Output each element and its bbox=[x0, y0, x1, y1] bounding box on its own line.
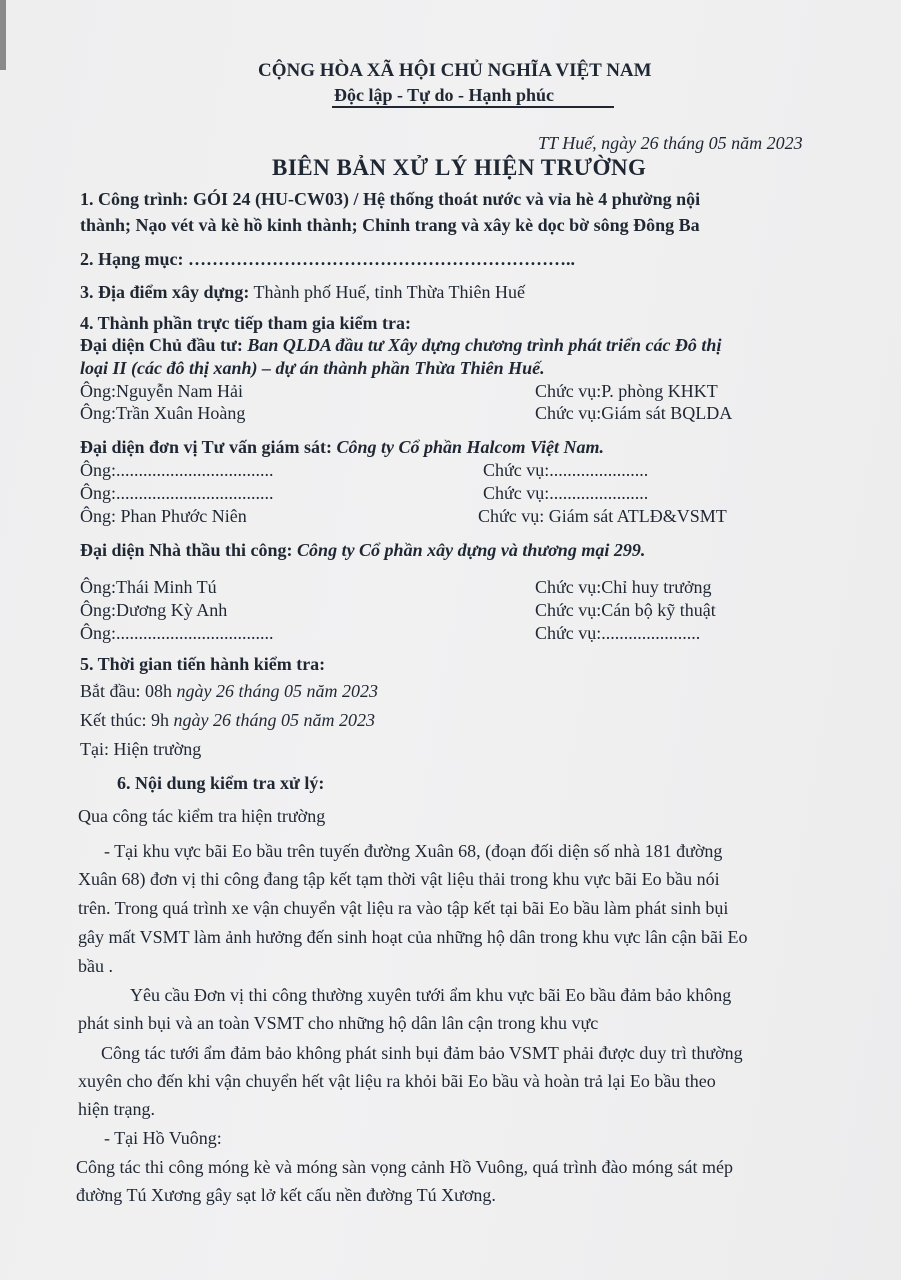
section-6-heading: 6. Nội dung kiểm tra xử lý: bbox=[117, 773, 325, 793]
section-4-heading: 4. Thành phần trực tiếp tham gia kiểm tra: bbox=[80, 313, 411, 333]
country-name: CỘNG HÒA XÃ HỘI CHỦ NGHĨA VIỆT NAM bbox=[258, 60, 652, 81]
contractor-person-3-name: Ông:................................... bbox=[80, 623, 274, 643]
place-date: TT Huế, ngày 26 tháng 05 năm 2023 bbox=[538, 133, 803, 153]
body-para-1-line-5: bầu . bbox=[78, 956, 113, 976]
body-para-3-line-1: Công tác tưới ẩm đảm bảo không phát sinh bụi đảm bảo VSMT phải được duy trì thường bbox=[101, 1043, 743, 1063]
body-para-1-line-3: trên. Trong quá trình xe vận chuyển vật liệu ra vào tập kết tại bãi Eo bầu làm phát sinh bụi bbox=[78, 898, 729, 918]
owner-person-2-role: Chức vụ:Giám sát BQLDA bbox=[535, 403, 733, 423]
body-para-5-line-2: đường Tú Xương gây sạt lở kết cấu nền đường Tú Xương. bbox=[76, 1185, 496, 1205]
consultant-rep-value: Công ty Cổ phần Halcom Việt Nam. bbox=[331, 437, 605, 457]
consultant-rep bbox=[80, 436, 604, 458]
contractor-person-2-name: Ông:Dương Kỳ Anh bbox=[80, 600, 228, 620]
contractor-rep bbox=[80, 539, 645, 561]
contractor-rep-label: Đại diện Nhà thầu thi công: bbox=[80, 540, 293, 560]
motto-underline bbox=[332, 106, 614, 108]
start-time-date: ngày 26 tháng 05 năm 2023 bbox=[176, 681, 378, 701]
owner-rep-line-1 bbox=[80, 334, 721, 356]
body-para-2-line-2: phát sinh bụi và an toàn VSMT cho những hộ dân lân cận trong khu vực bbox=[78, 1013, 599, 1033]
owner-rep-line-2: loại II (các đô thị xanh) – dự án thành phần Thừa Thiên Huế. bbox=[80, 358, 545, 378]
consultant-person-2-role: Chức vụ:...................... bbox=[483, 483, 649, 503]
consultant-person-3-name: Ông: Phan Phước Niên bbox=[80, 506, 247, 526]
owner-person-1-name: Ông:Nguyễn Nam Hải bbox=[80, 381, 243, 401]
consultant-person-1-role: Chức vụ:...................... bbox=[483, 460, 649, 480]
owner-person-1-role: Chức vụ:P. phòng KHKT bbox=[535, 381, 718, 401]
contractor-person-1-role: Chức vụ:Chỉ huy trưởng bbox=[535, 577, 712, 597]
inspection-location: Tại: Hiện trường bbox=[80, 739, 202, 759]
body-para-1-line-1: - Tại khu vực bãi Eo bầu trên tuyến đường Xuân 68, (đoạn đối diện số nhà 181 đường bbox=[104, 841, 723, 861]
section-2-category: 2. Hạng mục: ……………………………………………………….. bbox=[80, 249, 575, 269]
motto: Độc lập - Tự do - Hạnh phúc bbox=[334, 85, 555, 105]
end-time-label: Kết thúc: 9h bbox=[80, 710, 174, 730]
end-time-date: ngày 26 tháng 05 năm 2023 bbox=[173, 710, 375, 730]
page-edge-shadow bbox=[0, 0, 6, 70]
body-para-2-line-1: Yêu cầu Đơn vị thi công thường xuyên tưới ẩm khu vực bãi Eo bầu đảm bảo không bbox=[130, 985, 732, 1005]
consultant-person-1-name: Ông:................................... bbox=[80, 460, 274, 480]
contractor-person-1-name: Ông:Thái Minh Tú bbox=[80, 577, 217, 597]
section-3-location bbox=[80, 281, 525, 303]
owner-rep-label: Đại diện Chủ đầu tư: bbox=[80, 335, 243, 355]
owner-rep-value: Ban QLDA đầu tư Xây dựng chương trình phát triển các Đô thị bbox=[242, 335, 722, 355]
section-3-label: 3. Địa điểm xây dựng: bbox=[80, 282, 250, 302]
section-1-line-1: 1. Công trình: GÓI 24 (HU-CW03) / Hệ thống thoát nước và vỉa hè 4 phường nội bbox=[80, 189, 701, 209]
document-title: BIÊN BẢN XỬ LÝ HIỆN TRƯỜNG bbox=[272, 155, 647, 180]
consultant-person-2-name: Ông:................................... bbox=[80, 483, 274, 503]
body-para-1-line-2: Xuân 68) đơn vị thi công đang tập kết tạm thời vật liệu thải trong khu vực bãi Eo bầu nói bbox=[78, 869, 720, 889]
end-time bbox=[80, 709, 375, 731]
owner-person-2-name: Ông:Trần Xuân Hoàng bbox=[80, 403, 246, 423]
consultant-rep-label: Đại diện đơn vị Tư vấn giám sát: bbox=[80, 437, 332, 457]
consultant-person-3-role: Chức vụ: Giám sát ATLĐ&VSMT bbox=[478, 506, 727, 526]
start-time bbox=[80, 680, 378, 702]
body-para-1-line-4: gây mất VSMT làm ảnh hưởng đến sinh hoạt của những hộ dân trong khu vực lân cận bãi Eo bbox=[78, 927, 748, 947]
body-para-3-line-2: xuyên cho đến khi vận chuyển hết vật liệu ra khỏi bãi Eo bầu và hoàn trả lại Eo bầu theo bbox=[78, 1071, 716, 1091]
section-3-value: Thành phố Huế, tỉnh Thừa Thiên Huế bbox=[249, 282, 526, 302]
contractor-rep-value: Công ty Cổ phần xây dựng và thương mại 299. bbox=[292, 540, 646, 560]
body-para-3-line-3: hiện trạng. bbox=[78, 1099, 155, 1119]
body-para-5-line-1: Công tác thi công móng kè và móng sàn vọng cảnh Hồ Vuông, quá trình đào móng sát mép bbox=[76, 1157, 733, 1177]
body-intro: Qua công tác kiểm tra hiện trường bbox=[78, 806, 326, 826]
contractor-person-3-role: Chức vụ:...................... bbox=[535, 623, 701, 643]
start-time-label: Bắt đầu: 08h bbox=[80, 681, 177, 701]
body-para-4: - Tại Hồ Vuông: bbox=[104, 1128, 222, 1148]
section-5-heading: 5. Thời gian tiến hành kiểm tra: bbox=[80, 654, 326, 674]
section-1-line-2: thành; Nạo vét và kè hồ kinh thành; Chỉnh trang và xây kè dọc bờ sông Đông Ba bbox=[80, 215, 700, 235]
contractor-person-2-role: Chức vụ:Cán bộ kỹ thuật bbox=[535, 600, 716, 620]
